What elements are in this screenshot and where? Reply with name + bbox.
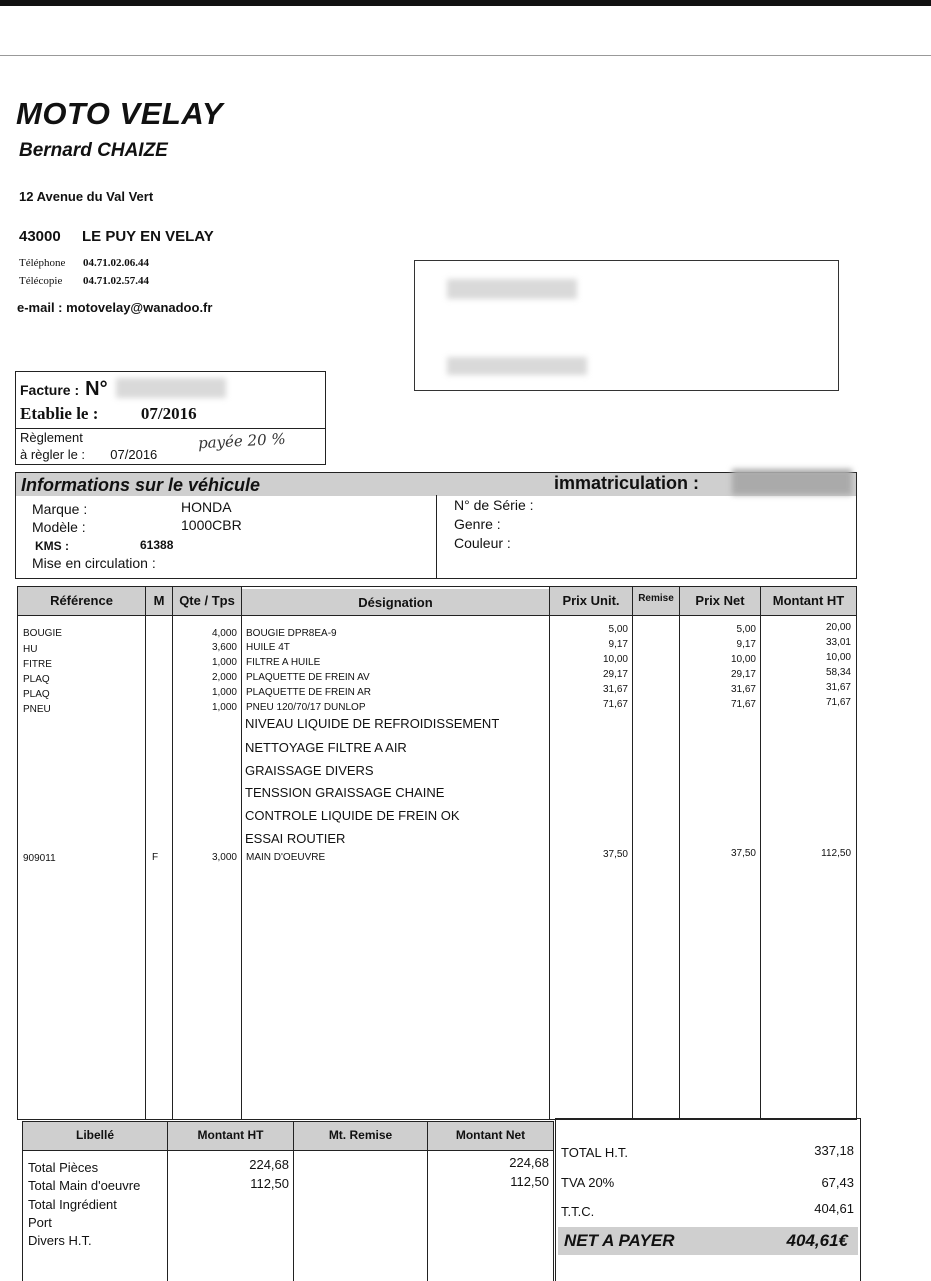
net-value: 404,61€ bbox=[786, 1231, 848, 1250]
totals-box bbox=[555, 1118, 861, 1281]
table-row-designation: BOUGIE DPR8EA-9 bbox=[246, 628, 337, 639]
vehicle-info-box bbox=[15, 495, 857, 579]
fax-line bbox=[19, 275, 149, 287]
labour-qte: 3,000 bbox=[211, 852, 237, 863]
redacted-immat bbox=[732, 469, 852, 495]
table-row-ref: PLAQ bbox=[23, 674, 50, 685]
sum-col-line bbox=[427, 1122, 428, 1281]
regler-label: à règler le : bbox=[20, 447, 86, 462]
table-row-qte: 1,000 bbox=[211, 702, 237, 713]
col-header-qte: Qte / Tps bbox=[173, 587, 241, 616]
table-row-montant: 58,34 bbox=[825, 667, 851, 678]
table-row-prix-net: 5,00 bbox=[736, 624, 756, 635]
redacted-invoice-number bbox=[116, 378, 226, 398]
sum-header-libelle: Libellé bbox=[23, 1122, 168, 1151]
ttc-label: T.T.C. bbox=[561, 1204, 595, 1219]
table-row-prix-unit: 71,67 bbox=[602, 699, 628, 710]
table-row-prix-net: 31,67 bbox=[730, 684, 756, 695]
modele-value: 1000CBR bbox=[181, 517, 242, 533]
number-label: N° bbox=[85, 378, 108, 400]
kms-label: KMS : bbox=[35, 539, 69, 553]
phone-label: Téléphone bbox=[19, 257, 66, 269]
redacted-name bbox=[447, 279, 577, 299]
service-note: TENSSION GRAISSAGE CHAINE bbox=[245, 785, 445, 800]
labour-prix-net: 37,50 bbox=[730, 848, 756, 859]
items-table bbox=[17, 586, 857, 1120]
table-row-qte: 1,000 bbox=[211, 657, 237, 668]
postcode: 43000 bbox=[19, 228, 61, 245]
sum-net-pieces: 224,68 bbox=[509, 1155, 549, 1170]
issue-date: 07/2016 bbox=[140, 404, 197, 423]
handwritten-note: payée 20 % bbox=[197, 429, 287, 453]
table-row-montant: 10,00 bbox=[825, 652, 851, 663]
sum-ht-pieces: 224,68 bbox=[249, 1157, 289, 1172]
invoice-separator bbox=[16, 428, 325, 429]
table-row-qte: 2,000 bbox=[211, 672, 237, 683]
col-line bbox=[241, 587, 242, 1119]
labour-designation: MAIN D'OEUVRE bbox=[246, 852, 326, 863]
due-date: 07/2016 bbox=[110, 447, 158, 462]
service-note: CONTROLE LIQUIDE DE FREIN OK bbox=[245, 808, 460, 823]
table-row-qte: 4,000 bbox=[211, 628, 237, 639]
vehicle-divider bbox=[436, 495, 437, 578]
col-header-reference: Référence bbox=[18, 587, 145, 616]
total-ht-label: TOTAL H.T. bbox=[561, 1145, 628, 1160]
facture-label: Facture : bbox=[20, 382, 80, 398]
table-row-designation: PLAQUETTE DE FREIN AV bbox=[246, 672, 370, 683]
sum-header-montant-ht: Montant HT bbox=[168, 1122, 294, 1151]
scan-fold-line bbox=[0, 55, 931, 56]
sum-header-remise: Mt. Remise bbox=[294, 1122, 428, 1151]
invoice-number-row bbox=[20, 378, 108, 401]
sum-col-line bbox=[553, 1122, 554, 1281]
table-row-ref: HU bbox=[23, 644, 38, 655]
tva-value: 67,43 bbox=[821, 1175, 854, 1190]
table-row-qte: 3,600 bbox=[211, 642, 237, 653]
table-row-montant: 31,67 bbox=[825, 682, 851, 693]
col-header-prix-unit: Prix Unit. bbox=[550, 587, 632, 616]
immat-label: immatriculation : bbox=[554, 473, 700, 493]
street-address: 12 Avenue du Val Vert bbox=[19, 189, 154, 204]
reglement-label: Règlement bbox=[20, 430, 83, 445]
phone-line bbox=[19, 257, 149, 269]
ttc-value: 404,61 bbox=[814, 1201, 854, 1216]
redacted-address bbox=[447, 357, 587, 375]
city-line bbox=[19, 228, 214, 245]
net-label: NET A PAYER bbox=[564, 1231, 675, 1250]
kms-value: 61388 bbox=[140, 538, 174, 552]
summary-table bbox=[22, 1121, 554, 1281]
sum-label: Total Main d'oeuvre bbox=[28, 1178, 141, 1193]
table-row-prix-unit: 29,17 bbox=[602, 669, 628, 680]
company-name: MOTO VELAY bbox=[16, 96, 224, 131]
sum-label: Total Ingrédient bbox=[28, 1197, 117, 1212]
table-row-ref: BOUGIE bbox=[23, 628, 62, 639]
sum-col-line bbox=[167, 1122, 168, 1281]
labour-ref: 909011 bbox=[23, 853, 56, 864]
table-row-prix-unit: 10,00 bbox=[602, 654, 628, 665]
customer-address-box bbox=[414, 260, 839, 391]
col-header-montant-ht: Montant HT bbox=[761, 587, 856, 616]
etablie-label: Etablie le : bbox=[20, 404, 99, 423]
table-row-designation: HUILE 4T bbox=[246, 642, 290, 653]
service-note: GRAISSAGE DIVERS bbox=[245, 763, 374, 778]
vehicle-header-bar bbox=[15, 472, 857, 496]
table-row-prix-net: 9,17 bbox=[736, 639, 756, 650]
table-row-designation: PLAQUETTE DE FREIN AR bbox=[246, 687, 372, 698]
col-header-designation: Désignation bbox=[242, 589, 549, 616]
invoice-info-box bbox=[15, 371, 326, 465]
fax-label: Télécopie bbox=[19, 275, 63, 287]
table-row-prix-net: 29,17 bbox=[730, 669, 756, 680]
issue-date-row bbox=[20, 404, 197, 424]
table-row-prix-net: 71,67 bbox=[730, 699, 756, 710]
city-name: LE PUY EN VELAY bbox=[82, 228, 214, 245]
marque-label: Marque : bbox=[32, 501, 88, 517]
col-header-remise: Remise bbox=[633, 587, 679, 616]
email-line: e-mail : motovelay@wanadoo.fr bbox=[17, 300, 213, 315]
service-note: ESSAI ROUTIER bbox=[245, 831, 346, 846]
table-row-qte: 1,000 bbox=[211, 687, 237, 698]
genre-label: Genre : bbox=[454, 516, 501, 532]
table-row-ref: PNEU bbox=[23, 704, 51, 715]
service-note: NETTOYAGE FILTRE A AIR bbox=[245, 740, 407, 755]
scan-top-edge bbox=[0, 0, 931, 6]
sum-col-line bbox=[293, 1122, 294, 1281]
tva-label: TVA 20% bbox=[561, 1175, 615, 1190]
vehicle-title: Informations sur le véhicule bbox=[21, 475, 261, 495]
labour-montant: 112,50 bbox=[821, 848, 851, 859]
table-row-ref: PLAQ bbox=[23, 689, 50, 700]
table-row-designation: FILTRE A HUILE bbox=[246, 657, 321, 668]
table-row-ref: FITRE bbox=[23, 659, 52, 670]
sum-label: Port bbox=[28, 1215, 52, 1230]
table-row-designation: PNEU 120/70/17 DUNLOP bbox=[246, 702, 366, 713]
table-row-montant: 33,01 bbox=[825, 637, 851, 648]
sum-ht-mo: 112,50 bbox=[250, 1176, 289, 1191]
sum-header-montant-net: Montant Net bbox=[428, 1122, 554, 1151]
col-line bbox=[632, 587, 633, 1119]
sum-net-mo: 112,50 bbox=[510, 1174, 549, 1189]
due-date-row bbox=[20, 447, 157, 462]
fax-number: 04.71.02.57.44 bbox=[83, 275, 149, 287]
marque-value: HONDA bbox=[181, 499, 232, 515]
labour-prix-unit: 37,50 bbox=[602, 849, 628, 860]
service-note: NIVEAU LIQUIDE DE REFROIDISSEMENT bbox=[245, 716, 500, 731]
col-line bbox=[145, 587, 146, 1119]
table-row-prix-net: 10,00 bbox=[730, 654, 756, 665]
mise-label: Mise en circulation : bbox=[32, 555, 156, 571]
col-header-prix-net: Prix Net bbox=[680, 587, 760, 616]
sum-label: Total Pièces bbox=[28, 1160, 99, 1175]
net-a-payer-bar bbox=[558, 1227, 858, 1255]
table-row-prix-unit: 31,67 bbox=[602, 684, 628, 695]
col-header-m: M bbox=[146, 587, 172, 616]
phone-number: 04.71.02.06.44 bbox=[83, 257, 149, 269]
serie-label: N° de Série : bbox=[454, 497, 534, 513]
labour-m: F bbox=[152, 852, 159, 863]
owner-name: Bernard CHAIZE bbox=[19, 140, 168, 161]
sum-label: Divers H.T. bbox=[28, 1233, 92, 1248]
table-row-prix-unit: 5,00 bbox=[608, 624, 628, 635]
couleur-label: Couleur : bbox=[454, 535, 511, 551]
table-row-montant: 20,00 bbox=[825, 622, 851, 633]
modele-label: Modèle : bbox=[32, 519, 86, 535]
table-row-montant: 71,67 bbox=[825, 697, 851, 708]
total-ht-value: 337,18 bbox=[814, 1143, 854, 1158]
table-row-prix-unit: 9,17 bbox=[608, 639, 628, 650]
